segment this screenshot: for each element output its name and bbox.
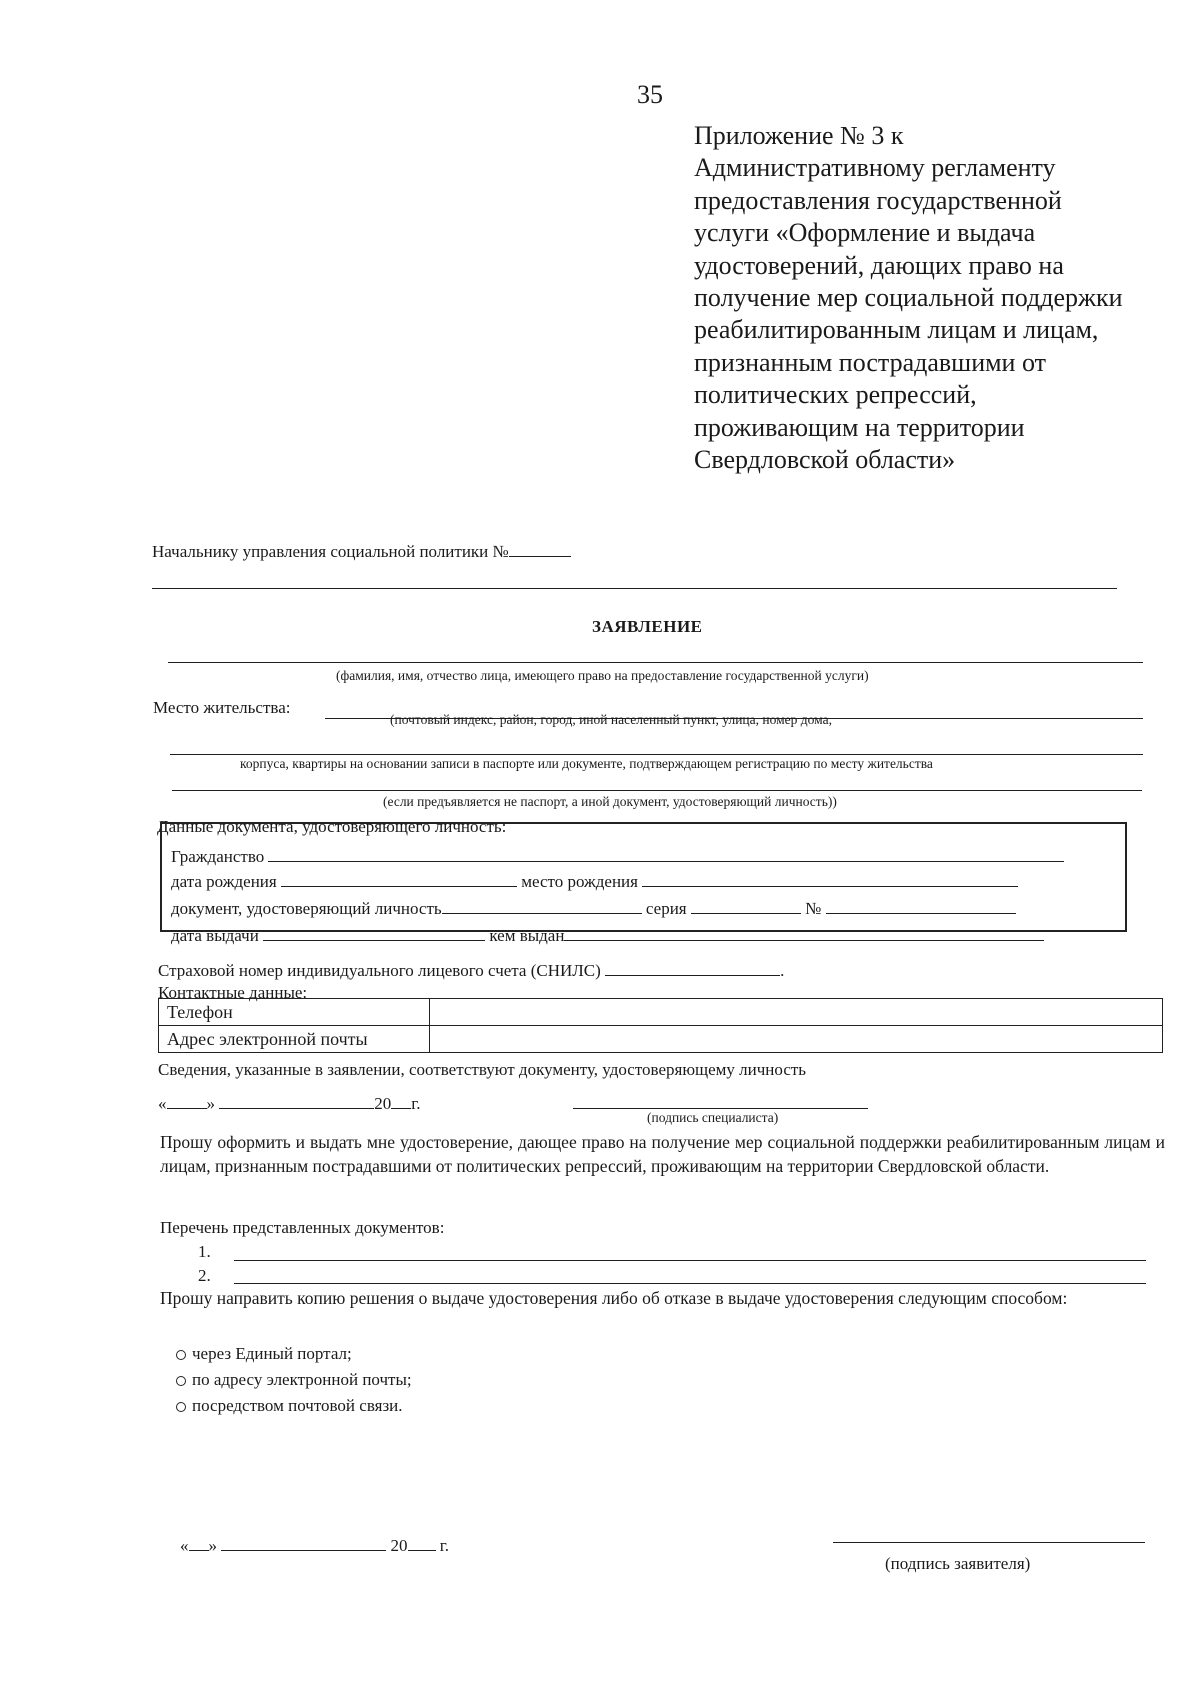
applicant-date [180, 1532, 449, 1556]
id-doc-label: документ, удостоверяющий личность [171, 899, 442, 918]
fio-hint: (фамилия, имя, отчество лица, имеющего право на предоставление государственной услуги) [336, 668, 869, 683]
residence-label: Место жительства: [153, 698, 291, 717]
addressee-line [152, 538, 571, 562]
document-line-1[interactable] [234, 1260, 1146, 1261]
applicant-day-field[interactable] [189, 1532, 209, 1551]
appendix-header: Приложение № 3 к Административному регламенту предоставления государственной услуги «Оформление и выдача удостоверений, дающих право на получение мер социальной поддержки реабилитированным лицам и лицам, признанным пострадавшими от политических репрессий, проживающим на территории Свердловской области» [694, 121, 1123, 475]
residence-line-3[interactable] [172, 790, 1142, 791]
phone-label: Телефон [159, 999, 430, 1026]
year-prefix: 20 [374, 1094, 392, 1113]
delivery-option-label: посредством почтовой связи. [192, 1396, 403, 1415]
id-doc-field[interactable] [442, 895, 642, 914]
date-open-quote: « [158, 1094, 167, 1113]
snils-field[interactable] [605, 957, 780, 976]
email-field[interactable] [430, 1026, 1163, 1053]
document-title: ЗАЯВЛЕНИЕ [592, 617, 703, 636]
specialist-signature-hint: (подпись специалиста) [647, 1110, 779, 1125]
year-suffix: г. [411, 1094, 421, 1113]
verification-date [158, 1090, 421, 1114]
residence-line-2[interactable] [170, 754, 1143, 755]
applicant-year-field[interactable] [408, 1532, 436, 1551]
email-label: Адрес электронной почты [159, 1026, 430, 1053]
phone-field[interactable] [430, 999, 1163, 1026]
specialist-signature-line[interactable] [573, 1108, 868, 1109]
series-label: серия [645, 899, 687, 918]
issued-by-label: кем выдан [489, 926, 565, 945]
id-section-label: Данные документа, удостоверяющего личность: [157, 817, 507, 836]
issued-by-field[interactable] [564, 922, 1044, 941]
table-row [159, 999, 1163, 1026]
documents-label: Перечень представленных документов: [160, 1218, 445, 1237]
number-label: № [805, 899, 822, 918]
date-close-quote: » [206, 1094, 215, 1113]
snils-label: Страховой номер индивидуального лицевого счета (СНИЛС) [158, 961, 601, 980]
verification-year-field[interactable] [391, 1090, 411, 1109]
verification-day-field[interactable] [167, 1090, 207, 1109]
contacts-table [158, 998, 1163, 1053]
radio-circle-icon[interactable] [176, 1350, 186, 1360]
snils-row: Страховой номер индивидуального лицевого счета (СНИЛС) . [158, 957, 784, 981]
addressee-label: Начальнику управления социальной политики № [152, 542, 509, 561]
series-field[interactable] [691, 895, 801, 914]
issue-date-field[interactable] [263, 922, 485, 941]
applicant-month-field[interactable] [221, 1532, 386, 1551]
citizenship-field[interactable] [268, 843, 1064, 862]
radio-circle-icon[interactable] [176, 1402, 186, 1412]
postal-hint: (почтовый индекс, район, город, иной населенный пункт, улица, номер дома, [390, 712, 832, 727]
fio-line[interactable] [168, 662, 1143, 663]
applicant-signature-hint: (подпись заявителя) [885, 1554, 1031, 1573]
delivery-option-post[interactable] [176, 1396, 403, 1416]
birth-place-field[interactable] [642, 868, 1018, 887]
verification-month-field[interactable] [219, 1090, 374, 1109]
request-paragraph: Прошу оформить и выдать мне удостоверение, дающее право на получение мер социальной поддержки реабилитированным лицам и лицам, признанным пострадавшими от политических репрессий, проживающим на территории Свердловской области. [160, 1132, 1165, 1176]
table-row [159, 1026, 1163, 1053]
citizenship-label: Гражданство [171, 847, 265, 866]
document-line-2[interactable] [234, 1283, 1146, 1284]
number-field[interactable] [826, 895, 1016, 914]
building-hint: корпуса, квартиры на основании записи в паспорте или документе, подтверждающем регистрацию по месту жительства [240, 756, 933, 771]
delivery-option-email[interactable] [176, 1370, 412, 1390]
document-item-1: 1. [198, 1242, 211, 1261]
other-doc-hint: (если предъявляется не паспорт, а иной документ, удостоверяющий личность)) [383, 794, 837, 809]
date-close-quote: » [208, 1536, 217, 1555]
verification-text: Сведения, указанные в заявлении, соответствуют документу, удостоверяющему личность [158, 1060, 807, 1079]
document-item-2: 2. [198, 1266, 211, 1285]
contacts-label: Контактные данные: [158, 983, 308, 1002]
citizenship-row [171, 843, 1064, 867]
date-open-quote: « [180, 1536, 189, 1555]
delivery-option-label: через Единый портал; [192, 1344, 352, 1363]
addressee-name-line[interactable] [152, 588, 1117, 589]
applicant-signature-line[interactable] [833, 1542, 1145, 1543]
year-suffix: г. [439, 1536, 450, 1555]
birth-place-label: место рождения [521, 872, 638, 891]
birth-row [171, 868, 1018, 892]
birth-date-label: дата рождения [171, 872, 277, 891]
birth-date-field[interactable] [281, 868, 517, 887]
delivery-option-portal[interactable] [176, 1344, 352, 1364]
year-prefix: 20 [390, 1536, 408, 1555]
issue-date-label: дата выдачи [171, 926, 259, 945]
delivery-paragraph: Прошу направить копию решения о выдаче удостоверения либо об отказе в выдаче удостоверения следующим способом: [160, 1288, 1068, 1308]
issue-row [171, 922, 1044, 946]
department-number-field[interactable] [509, 538, 571, 557]
page-number: 35 [637, 80, 663, 109]
id-doc-row [171, 895, 1016, 919]
delivery-option-label: по адресу электронной почты; [192, 1370, 412, 1389]
radio-circle-icon[interactable] [176, 1376, 186, 1386]
